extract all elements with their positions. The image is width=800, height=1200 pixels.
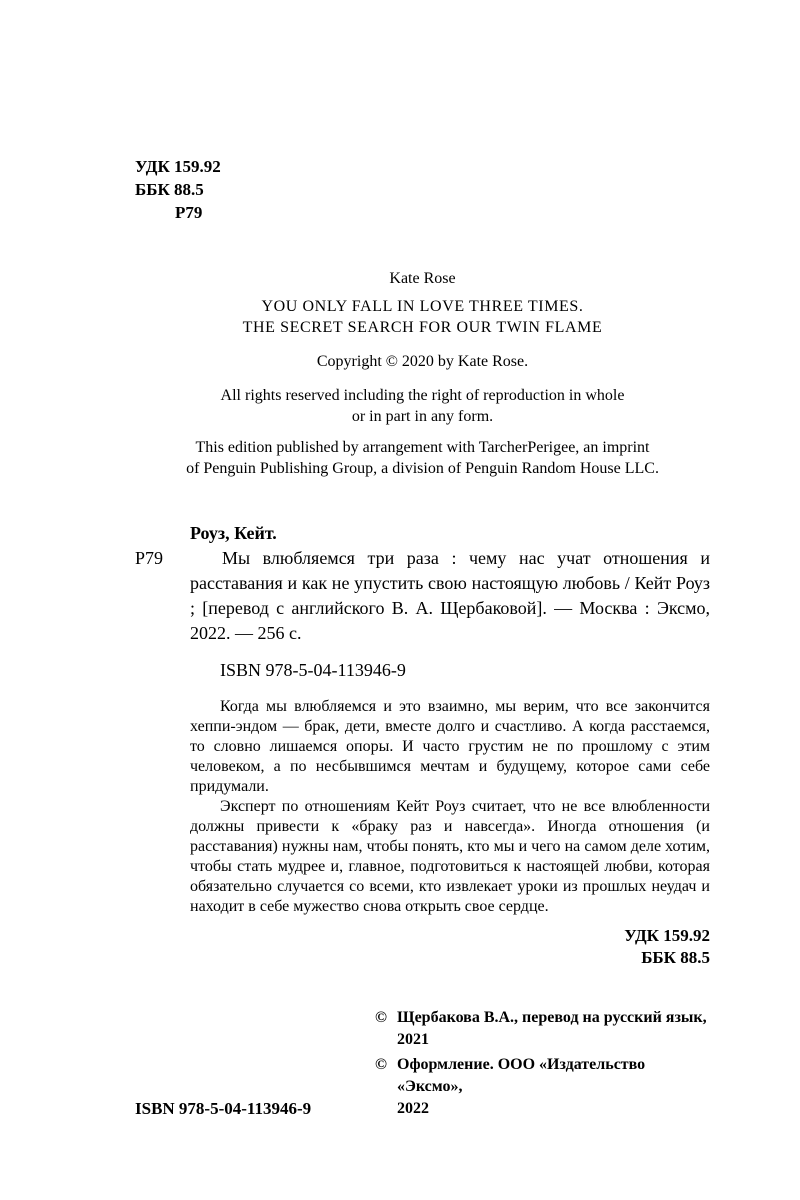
original-title-line-1: YOU ONLY FALL IN LOVE THREE TIMES. (261, 298, 584, 315)
copyright-translation (375, 1007, 710, 1051)
author-sign-code-top: Р79 (175, 203, 203, 222)
edition-notice (135, 437, 710, 479)
copyright-translation-text (397, 1007, 707, 1051)
annotation-paragraph-1: Когда мы влюбляемся и это взаимно, мы верим, что все закончится хеппи-эндом — брак, дети, вместе долго и счастливо. А когда расстаемся, то словно лишаемся опоры. И часто грустим не по прошлому с этим человеком, а по несбывшимся мечтам и будущему, которое сами себе придумали. (190, 698, 710, 795)
edition-notice-line-2: of Penguin Publishing Group, a division of Penguin Random House LLC. (186, 460, 659, 477)
annotation-paragraph-2: Эксперт по отношениям Кейт Роуз считает, что не все влюбленности должны привести к «браку раз и навсегда». Иногда отношения (и расставания) нужны нам, чтобы понять, кто мы и чего на самом деле хотим, чтобы стать мудрее и, главное, подготовиться к настоящей любви, которая обязательно случается со всеми, кто извлекает уроки из прошлых неудач и находит в себе мужество снова открыть свое сердце. (190, 798, 710, 915)
original-title (135, 296, 710, 338)
copyright-design-text (397, 1054, 710, 1120)
isbn-catalog: ISBN 978-5-04-113946-9 (220, 660, 406, 680)
rights-notice-line-2: or in part in any form. (351, 408, 494, 425)
bbk-code-top: ББК 88.5 (135, 180, 204, 199)
rights-notice-line-1: All rights reserved including the right of reproduction in whole (220, 387, 625, 404)
copyright-design-line-1: Оформление. ООО «Издательство «Эксмо», (397, 1056, 646, 1095)
original-title-line-2: THE SECRET SEARCH FOR OUR TWIN FLAME (242, 319, 603, 336)
bibliographic-entry (135, 521, 710, 683)
original-edition-block (135, 268, 710, 479)
copyright-translation-line-1: Щербакова В.А., перевод на русский язык, (397, 1009, 707, 1026)
copyright-notices (375, 1007, 710, 1120)
rights-notice (135, 385, 710, 427)
original-author: Kate Rose (389, 270, 456, 287)
copyright-design-line-2: 2022 (397, 1100, 429, 1117)
edition-notice-line-1: This edition published by arrangement with TarcherPerigee, an imprint (195, 439, 650, 456)
copyright-translation-line-2: 2021 (397, 1031, 429, 1048)
udk-code-bottom: УДК 159.92 (624, 926, 710, 945)
footer-block (135, 1007, 710, 1120)
bib-description: Мы влюбляемся три раза : чему нас учат отношения и расставания и как не упустить свою настоящую любовь / Кейт Роуз ; [перевод с английского В. А. Щербаковой]. — Москва : Эксмо, 2022. — 256 с. (190, 548, 710, 643)
original-copyright: Copyright © 2020 by Kate Rose. (316, 353, 529, 370)
classification-codes-top (135, 155, 710, 224)
bbk-code-bottom: ББК 88.5 (641, 948, 710, 967)
annotation-block (190, 697, 710, 917)
udk-code-top: УДК 159.92 (135, 157, 221, 176)
bib-author-heading: Роуз, Кейт. (190, 523, 277, 543)
copyright-symbol: © (375, 1009, 387, 1026)
copyright-design (375, 1054, 710, 1120)
author-sign-code-margin: Р79 (135, 548, 164, 568)
classification-codes-bottom (135, 925, 710, 969)
copyright-symbol: © (375, 1056, 387, 1073)
isbn-footer: ISBN 978-5-04-113946-9 (135, 1099, 312, 1118)
